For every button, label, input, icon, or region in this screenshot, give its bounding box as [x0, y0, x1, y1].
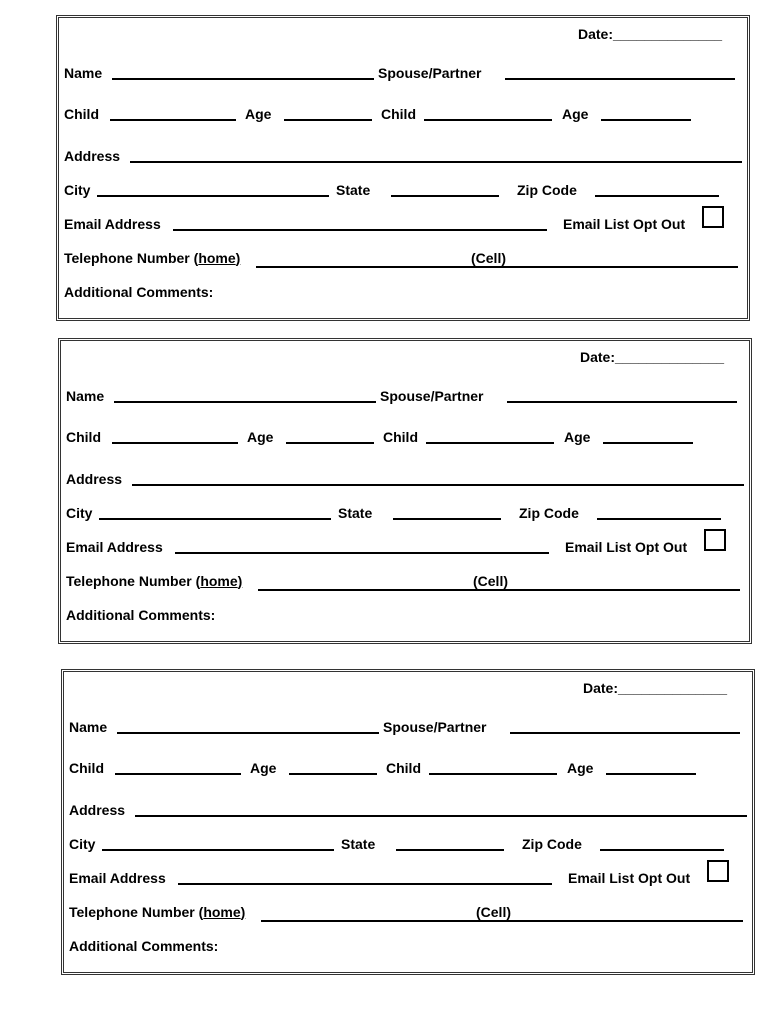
telephone-label-text: Telephone Number ( [66, 573, 201, 589]
telephone-label [66, 573, 242, 589]
spouse-label: Spouse/Partner [378, 65, 482, 81]
date-blank[interactable]: ______________ [613, 26, 723, 42]
email-field-line[interactable] [173, 229, 547, 231]
date-label [583, 680, 727, 696]
cell-label: (Cell) [473, 573, 508, 589]
age-1-label: Age [250, 760, 277, 776]
telephone-label-text: Telephone Number ( [64, 250, 199, 266]
home-close: ) [237, 573, 243, 589]
age-1-label: Age [245, 106, 272, 122]
name-field-line[interactable] [114, 401, 376, 403]
age-1-field-line[interactable] [289, 773, 377, 775]
date-label-text: Date: [580, 349, 616, 365]
zip-field-line[interactable] [595, 195, 719, 197]
zip-field-line[interactable] [600, 849, 724, 851]
age-1-field-line[interactable] [286, 442, 374, 444]
address-label: Address [69, 802, 126, 818]
home-close: ) [240, 904, 246, 920]
email-label: Email Address [69, 870, 166, 886]
telephone-field-line[interactable] [261, 920, 743, 922]
child-1-field-line[interactable] [115, 773, 241, 775]
address-field-line[interactable] [132, 484, 744, 486]
home-label: home [203, 904, 241, 920]
zip-label: Zip Code [519, 505, 579, 521]
home-label: home [198, 250, 236, 266]
home-close: ) [235, 250, 241, 266]
opt-out-label: Email List Opt Out [568, 870, 691, 886]
age-2-label: Age [567, 760, 594, 776]
child-2-label: Child [383, 429, 418, 445]
opt-out-checkbox[interactable] [704, 529, 726, 551]
date-label [580, 349, 724, 365]
opt-out-label: Email List Opt Out [563, 216, 686, 232]
telephone-field-line[interactable] [258, 589, 740, 591]
child-1-field-line[interactable] [110, 119, 236, 121]
date-label-text: Date: [583, 680, 619, 696]
age-1-field-line[interactable] [284, 119, 372, 121]
cell-label: (Cell) [476, 904, 511, 920]
comments-label: Additional Comments: [66, 607, 216, 623]
address-field-line[interactable] [130, 161, 742, 163]
zip-field-line[interactable] [597, 518, 721, 520]
email-label: Email Address [64, 216, 161, 232]
state-field-line[interactable] [391, 195, 499, 197]
date-label-text: Date: [578, 26, 614, 42]
spouse-label: Spouse/Partner [380, 388, 484, 404]
home-label: home [200, 573, 238, 589]
child-2-field-line[interactable] [429, 773, 557, 775]
child-1-label: Child [69, 760, 104, 776]
spouse-field-line[interactable] [510, 732, 740, 734]
name-label: Name [69, 719, 108, 735]
city-label: City [69, 836, 96, 852]
email-field-line[interactable] [175, 552, 549, 554]
email-field-line[interactable] [178, 883, 552, 885]
telephone-label [69, 904, 245, 920]
telephone-label-text: Telephone Number ( [69, 904, 204, 920]
date-label [578, 26, 722, 42]
spouse-field-line[interactable] [507, 401, 737, 403]
city-field-line[interactable] [99, 518, 331, 520]
spouse-field-line[interactable] [505, 78, 735, 80]
comments-label: Additional Comments: [69, 938, 219, 954]
spouse-label: Spouse/Partner [383, 719, 487, 735]
contact-form-card-2 [58, 338, 752, 644]
email-label: Email Address [66, 539, 163, 555]
comments-label: Additional Comments: [64, 284, 214, 300]
opt-out-checkbox[interactable] [702, 206, 724, 228]
name-label: Name [66, 388, 105, 404]
telephone-field-line[interactable] [256, 266, 738, 268]
opt-out-checkbox[interactable] [707, 860, 729, 882]
child-1-label: Child [66, 429, 101, 445]
age-2-field-line[interactable] [603, 442, 693, 444]
date-blank[interactable]: ______________ [618, 680, 728, 696]
child-2-field-line[interactable] [424, 119, 552, 121]
telephone-label [64, 250, 240, 266]
city-label: City [64, 182, 91, 198]
child-2-label: Child [381, 106, 416, 122]
child-1-label: Child [64, 106, 99, 122]
state-label: State [341, 836, 376, 852]
state-field-line[interactable] [393, 518, 501, 520]
name-field-line[interactable] [112, 78, 374, 80]
age-2-field-line[interactable] [606, 773, 696, 775]
opt-out-label: Email List Opt Out [565, 539, 688, 555]
child-2-field-line[interactable] [426, 442, 554, 444]
city-field-line[interactable] [102, 849, 334, 851]
child-2-label: Child [386, 760, 421, 776]
child-1-field-line[interactable] [112, 442, 238, 444]
date-blank[interactable]: ______________ [615, 349, 725, 365]
name-field-line[interactable] [117, 732, 379, 734]
city-label: City [66, 505, 93, 521]
zip-label: Zip Code [517, 182, 577, 198]
state-label: State [336, 182, 371, 198]
zip-label: Zip Code [522, 836, 582, 852]
age-2-field-line[interactable] [601, 119, 691, 121]
age-1-label: Age [247, 429, 274, 445]
state-label: State [338, 505, 373, 521]
contact-form-card-1 [56, 15, 750, 321]
cell-label: (Cell) [471, 250, 506, 266]
address-field-line[interactable] [135, 815, 747, 817]
name-label: Name [64, 65, 103, 81]
address-label: Address [66, 471, 123, 487]
contact-form-card-3 [61, 669, 755, 975]
city-field-line[interactable] [97, 195, 329, 197]
age-2-label: Age [562, 106, 589, 122]
state-field-line[interactable] [396, 849, 504, 851]
age-2-label: Age [564, 429, 591, 445]
address-label: Address [64, 148, 121, 164]
